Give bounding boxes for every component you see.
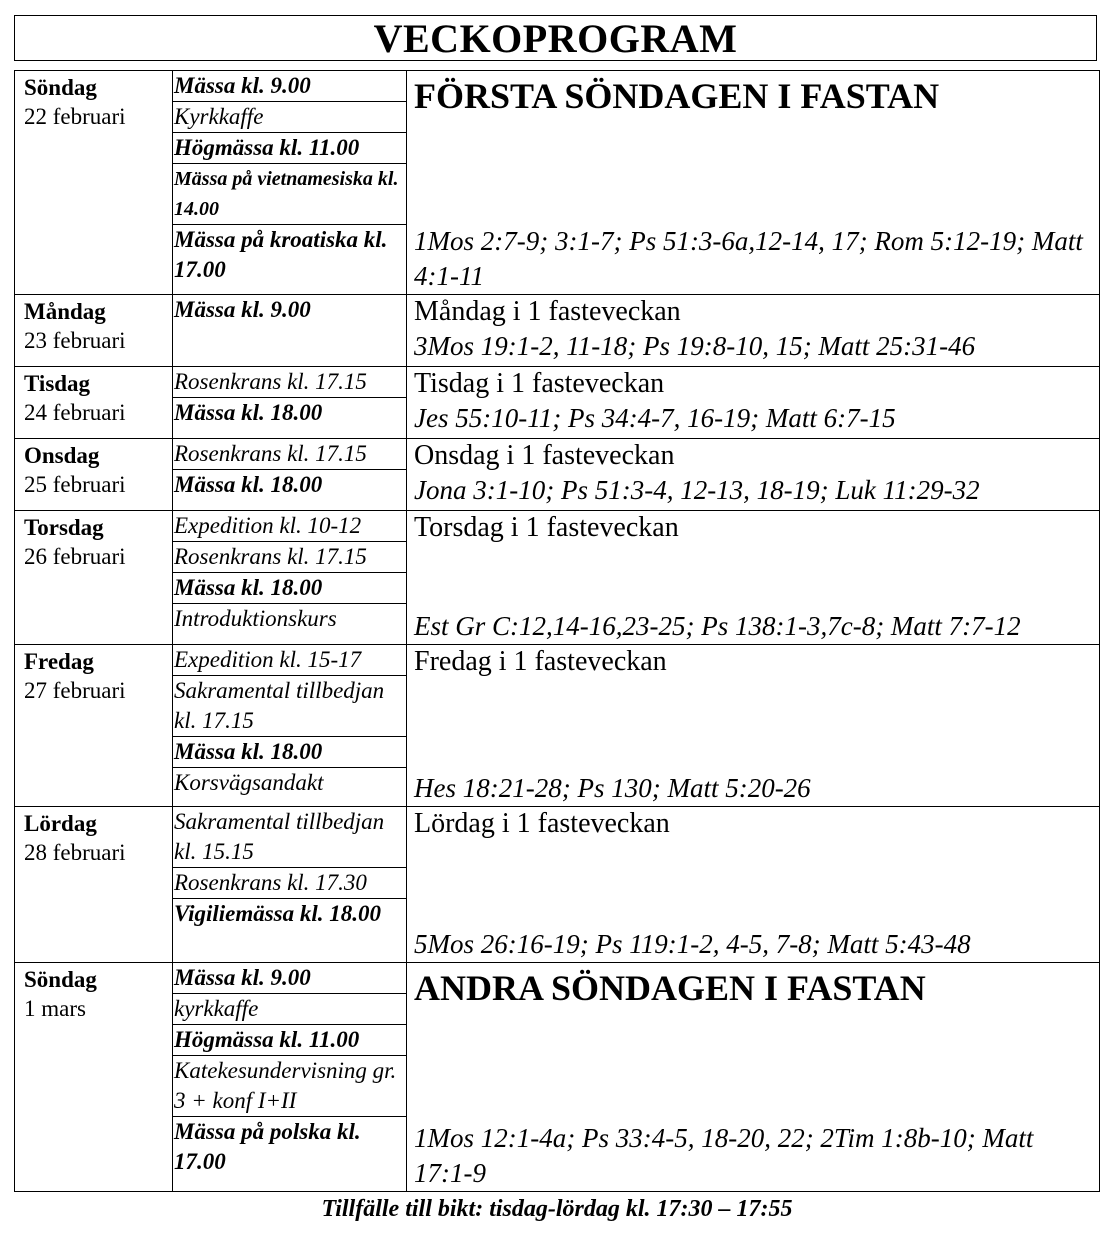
liturgical-day-title: ANDRA SÖNDAGEN I FASTAN bbox=[414, 968, 926, 1008]
day-name: Söndag bbox=[24, 967, 97, 992]
day-cell bbox=[15, 439, 173, 511]
event-item: Högmässa kl. 11.00 bbox=[173, 133, 406, 164]
event-item: Introduktionskurs bbox=[174, 606, 337, 631]
day-cell bbox=[15, 295, 173, 367]
readings-cell bbox=[407, 71, 1100, 295]
event-item: Mässa kl. 9.00 bbox=[173, 71, 406, 102]
day-row bbox=[15, 295, 1100, 367]
scripture-readings: 5Mos 26:16-19; Ps 119:1-2, 4-5, 7-8; Matt 5:43-48 bbox=[414, 929, 971, 959]
event-item: Mässa kl. 18.00 bbox=[173, 573, 406, 604]
scripture-readings: Jona 3:1-10; Ps 51:3-4, 12-13, 18-19; Luk 11:29-32 bbox=[414, 475, 980, 505]
day-name: Söndag bbox=[24, 75, 97, 100]
day-cell bbox=[15, 645, 173, 807]
scripture-readings: Est Gr C:12,14-16,23-25; Ps 138:1-3,7c-8; Matt 7:7-12 bbox=[414, 611, 1021, 641]
event-item: Kyrkkaffe bbox=[173, 102, 406, 133]
day-row bbox=[15, 807, 1100, 963]
event-item: Högmässa kl. 11.00 bbox=[173, 1025, 406, 1056]
readings-cell bbox=[407, 645, 1100, 807]
day-row bbox=[15, 367, 1100, 439]
readings-cell bbox=[407, 511, 1100, 645]
readings-cell bbox=[407, 963, 1100, 1192]
event-item: Mässa på polska kl. 17.00 bbox=[174, 1119, 361, 1174]
event-item: Rosenkrans kl. 17.30 bbox=[173, 868, 406, 899]
day-name: Torsdag bbox=[24, 515, 104, 540]
day-date: 23 februari bbox=[24, 328, 126, 353]
readings-cell bbox=[407, 439, 1100, 511]
liturgical-day-title: Lördag i 1 fasteveckan bbox=[414, 808, 670, 839]
event-item: Mässa kl. 18.00 bbox=[173, 737, 406, 768]
day-date: 28 februari bbox=[24, 840, 126, 865]
scripture-readings: 1Mos 12:1-4a; Ps 33:4-5, 18-20, 22; 2Tim 1:8b-10; Matt 17:1-9 bbox=[414, 1123, 1034, 1188]
scripture-readings: 3Mos 19:1-2, 11-18; Ps 19:8-10, 15; Matt 25:31-46 bbox=[414, 331, 976, 361]
liturgical-day-title: Tisdag i 1 fasteveckan bbox=[414, 368, 665, 399]
day-row bbox=[15, 645, 1100, 807]
scripture-readings: 1Mos 2:7-9; 3:1-7; Ps 51:3-6a,12-14, 17; Rom 5:12-19; Matt 4:1-11 bbox=[414, 226, 1083, 291]
day-name: Onsdag bbox=[24, 443, 100, 468]
liturgical-day-title: Fredag i 1 fasteveckan bbox=[414, 646, 667, 677]
events-cell bbox=[173, 807, 407, 963]
event-item: Rosenkrans kl. 17.15 bbox=[173, 367, 406, 398]
day-row bbox=[15, 963, 1100, 1192]
event-item: Rosenkrans kl. 17.15 bbox=[173, 542, 406, 573]
day-name: Tisdag bbox=[24, 371, 91, 396]
page-title: VECKOPROGRAM bbox=[373, 16, 738, 61]
event-item: Mässa kl. 9.00 bbox=[174, 297, 311, 322]
events-cell bbox=[173, 367, 407, 439]
event-item: Katekesundervisning gr. 3 + konf I+II bbox=[173, 1056, 406, 1117]
events-cell bbox=[173, 963, 407, 1192]
day-date: 25 februari bbox=[24, 472, 126, 497]
day-row bbox=[15, 71, 1100, 295]
events-cell bbox=[173, 645, 407, 807]
schedule-table bbox=[14, 70, 1100, 1192]
event-item: Expedition kl. 10-12 bbox=[173, 511, 406, 542]
event-item: Rosenkrans kl. 17.15 bbox=[173, 439, 406, 470]
day-cell bbox=[15, 963, 173, 1192]
event-item: Mässa kl. 18.00 bbox=[174, 400, 323, 425]
day-cell bbox=[15, 807, 173, 963]
event-item: kyrkkaffe bbox=[173, 994, 406, 1025]
scripture-readings: Hes 18:21-28; Ps 130; Matt 5:20-26 bbox=[414, 773, 811, 803]
readings-cell bbox=[407, 367, 1100, 439]
title-box bbox=[14, 15, 1097, 61]
events-cell bbox=[173, 295, 407, 367]
event-item: Mässa kl. 9.00 bbox=[173, 963, 406, 994]
liturgical-day-title: Måndag i 1 fasteveckan bbox=[414, 296, 681, 327]
day-cell bbox=[15, 511, 173, 645]
day-date: 27 februari bbox=[24, 678, 126, 703]
liturgical-day-title: Torsdag i 1 fasteveckan bbox=[414, 512, 679, 543]
day-cell bbox=[15, 71, 173, 295]
events-cell bbox=[173, 511, 407, 645]
liturgical-day-title: Onsdag i 1 fasteveckan bbox=[414, 440, 675, 471]
events-cell bbox=[173, 71, 407, 295]
event-item: Mässa på vietnamesiska kl. 14.00 bbox=[173, 164, 406, 225]
day-date: 22 februari bbox=[24, 104, 126, 129]
event-item: Sakramental tillbedjan kl. 17.15 bbox=[173, 676, 406, 737]
scripture-readings: Jes 55:10-11; Ps 34:4-7, 16-19; Matt 6:7-15 bbox=[414, 403, 896, 433]
liturgical-day-title: FÖRSTA SÖNDAGEN I FASTAN bbox=[414, 76, 940, 116]
event-item: Vigiliemässa kl. 18.00 bbox=[174, 901, 382, 926]
readings-cell bbox=[407, 295, 1100, 367]
day-date: 1 mars bbox=[24, 996, 86, 1021]
day-row bbox=[15, 511, 1100, 645]
day-row bbox=[15, 439, 1100, 511]
day-cell bbox=[15, 367, 173, 439]
confession-note: Tillfälle till bikt: tisdag-lördag kl. 17:30 – 17:55 bbox=[321, 1196, 793, 1222]
event-item: Mässa på kroatiska kl. 17.00 bbox=[174, 227, 388, 282]
day-date: 26 februari bbox=[24, 544, 126, 569]
day-date: 24 februari bbox=[24, 400, 126, 425]
event-item: Mässa kl. 18.00 bbox=[174, 472, 323, 497]
event-item: Korsvägsandakt bbox=[174, 770, 324, 795]
event-item: Sakramental tillbedjan kl. 15.15 bbox=[173, 807, 406, 868]
readings-cell bbox=[407, 807, 1100, 963]
event-item: Expedition kl. 15-17 bbox=[173, 645, 406, 676]
day-name: Måndag bbox=[24, 299, 106, 324]
events-cell bbox=[173, 439, 407, 511]
day-name: Fredag bbox=[24, 649, 94, 674]
day-name: Lördag bbox=[24, 811, 97, 836]
